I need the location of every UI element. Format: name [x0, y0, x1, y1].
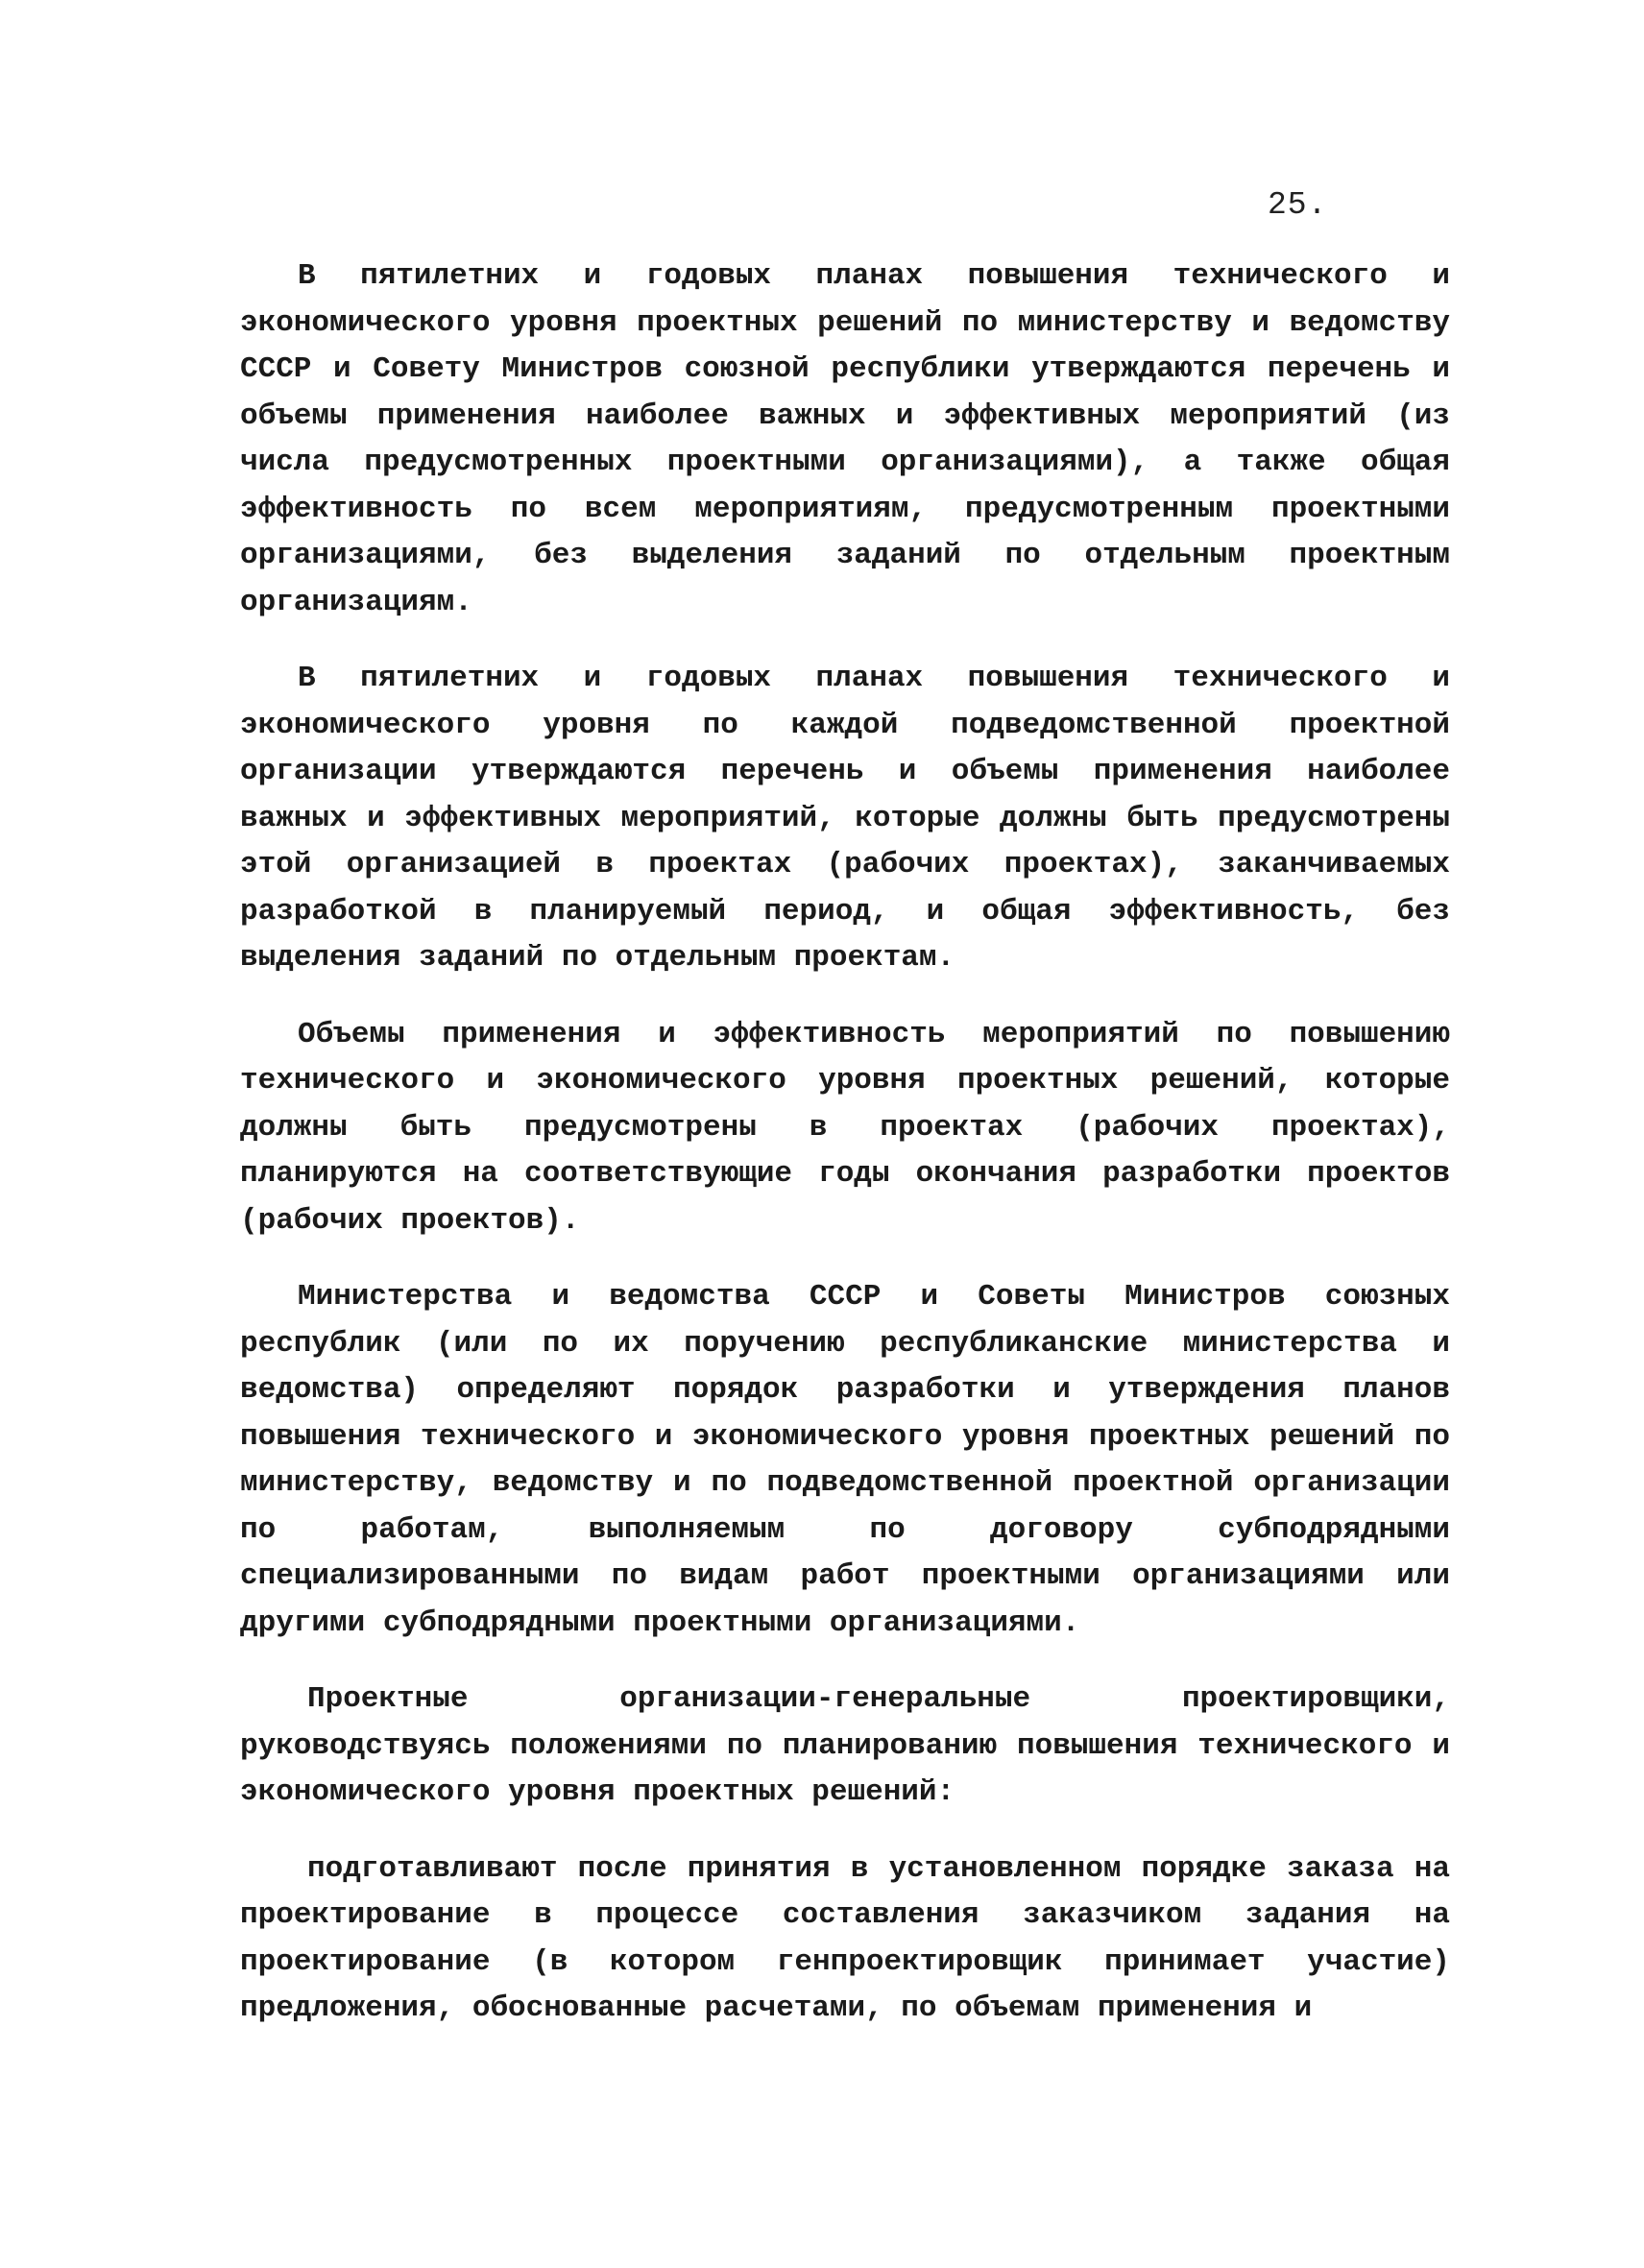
paragraph-6: подготавливают после принятия в установленном порядке заказа на проектирование в процессе составления заказчиком задания на проектирование (в котором генпроектировщик принимает участие) предложения, обоснованные расчетами, по объемам применения и: [240, 1851, 1450, 2025]
paragraph-5: Проектные организации-генеральные проектировщики, руководствуясь положениями по планированию повышения технического и экономического уровня проектных решений:: [240, 1682, 1450, 1809]
paragraph-2: В пятилетних и годовых планах повышения технического и экономического уровня по каждой подведомственной проектной организации утверждаются перечень и объемы применения наиболее важных и эффективных мероприятий, которые должны быть предусмотрены этой организацией в проектах (рабочих проектах), заканчиваемых разработкой в планируемый период, и общая эффективность, без выделения заданий по отдельным проектам.: [240, 662, 1450, 975]
document-body: [240, 253, 1450, 2033]
page-number: 25.: [1268, 187, 1328, 223]
paragraph-1: В пятилетних и годовых планах повышения технического и экономического уровня проектных решений по министерству и ведомству СССР и Совету Министров союзной республики утверждаются перечень и объемы применения наиболее важных и эффективных мероприятий (из числа предусмотренных проектными организациями), а также общая эффективность по всем мероприятиям, предусмотренным проектными организациями, без выделения заданий по отдельным проектным организациям.: [240, 259, 1450, 619]
paragraph-4: Министерства и ведомства СССР и Советы Министров союзных республик (или по их поручению республиканские министерства и ведомства) определяют порядок разработки и утверждения планов повышения технического и экономического уровня проектных решений по министерству, ведомству и по подведомственной проектной организации по работам, выполняемым по договору субподрядными специализированными по видам работ проектными организациями или другими субподрядными проектными организациями.: [240, 1280, 1450, 1640]
paragraph-3: Объемы применения и эффективность мероприятий по повышению технического и экономического уровня проектных решений, которые должны быть предусмотрены в проектах (рабочих проектах), планируются на соответствующие годы окончания разработки проектов (рабочих проектов).: [240, 1017, 1450, 1238]
